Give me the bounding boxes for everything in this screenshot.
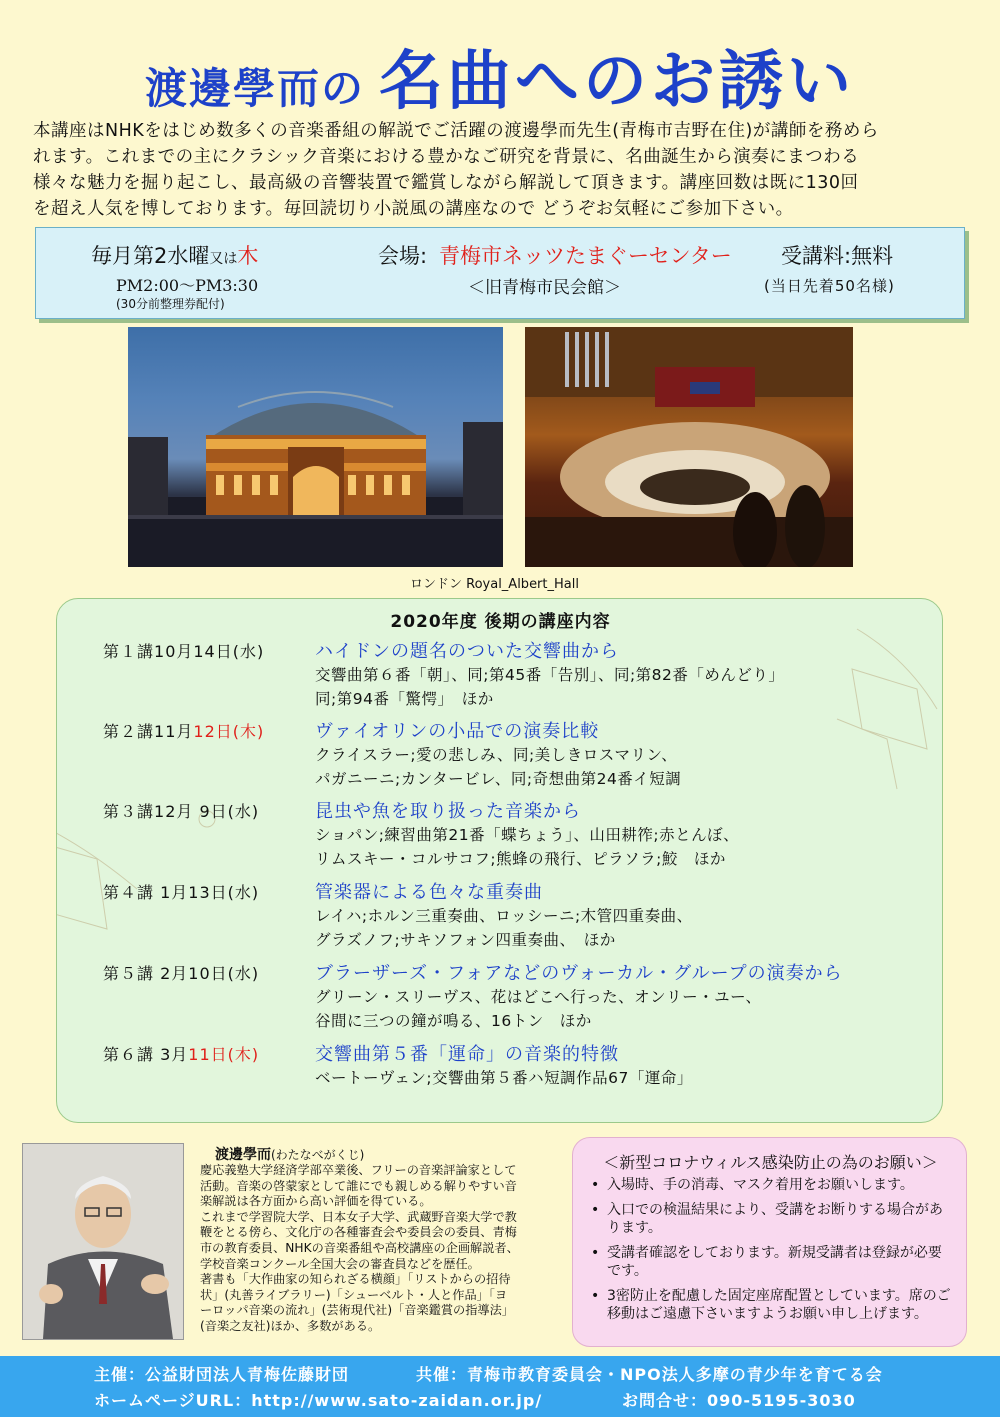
lecture-date — [103, 719, 264, 742]
lecture-date-text: 10月14日 — [154, 642, 233, 661]
lecture-date — [103, 799, 259, 822]
covid-notice — [572, 1137, 967, 1347]
lecture-title: 交響曲第５番「運命」の音楽的特徴 — [315, 1044, 619, 1065]
lecture-date-highlight: 12日(木) — [193, 722, 265, 741]
lecture-date-highlight: 11日(木) — [188, 1045, 260, 1064]
day-alt: 木 — [237, 244, 259, 268]
lecture-number: 第５講 — [103, 964, 155, 983]
day-or: 又は — [209, 251, 238, 267]
intro-line: れます。これまでの主にクラシック音楽における豊かなご研究を背景に、名曲誕生から演奏にまつわる — [33, 147, 860, 167]
lecturer-name-text: 渡邊學而 — [215, 1147, 271, 1163]
schedule-time: PM2:00～PM3:30 — [116, 276, 259, 295]
intro-line: 様々な魅力を掘り起こし、最高級の音響装置で鑑賞しながら解説して頂きます。講座回数は既に130回 — [33, 173, 859, 193]
lecture-date — [103, 961, 259, 984]
schedule-title: 2020年度 後期の講座内容 — [390, 612, 611, 632]
ticket-note: (30分前整理券配付) — [116, 297, 225, 311]
lecture-program-line: レイハ;ホルン三重奏曲、ロッシーニ;木管四重奏曲、 — [315, 907, 693, 925]
lecture-number: 第６講 — [103, 1045, 155, 1064]
lecture-date — [103, 1042, 259, 1065]
royal-albert-hall-exterior-photo — [128, 327, 503, 567]
venue-old-name: ＜旧青梅市民会館＞ — [468, 278, 621, 298]
lecture-program-line: クライスラー;愛の悲しみ、同;美しきロスマリン、 — [315, 746, 678, 764]
lecture-title: ハイドンの題名のついた交響曲から — [315, 641, 619, 662]
bio-line: 市の教育委員、NHKの音楽番組や高校講座の企画解説者、 — [200, 1240, 519, 1255]
lecture-weekday: (水) — [232, 642, 265, 661]
lecture-date-text: 1月13日 — [154, 883, 228, 902]
schedule-panel — [56, 598, 943, 1123]
photo-caption: ロンドン Royal_Albert_Hall — [410, 577, 579, 592]
title-main: 名曲へのお誘い — [379, 45, 855, 119]
lecturer-photo — [22, 1143, 184, 1340]
lecture-program-line: 谷間に三つの鐘が鳴る、16トン ほか — [315, 1012, 592, 1030]
schedule-day — [91, 240, 258, 270]
lecture-number: 第４講 — [103, 883, 155, 902]
lecturer-name — [215, 1144, 364, 1164]
lecture-number: 第１講 — [103, 642, 155, 661]
bio-line: ーロッパ音楽の流れ」(芸術現代社)「音楽鑑賞の指導法」 — [200, 1303, 514, 1318]
intro-paragraph — [33, 118, 973, 222]
covid-item: • 入口での検温結果により、受講をお断りする場合があります。 — [589, 1201, 954, 1237]
covid-item: • 3密防止を配慮した固定座席配置としています。席のご移動はご遠慮下さいますようお願い申し上げます。 — [589, 1287, 954, 1323]
venue-name: 青梅市ネッツたまぐーセンター — [439, 244, 732, 268]
royal-albert-hall-interior-photo — [525, 327, 853, 567]
bio-line: 著書も「大作曲家の知られざる横顔」「リストからの招待 — [200, 1272, 511, 1287]
lecture-program-line: 交響曲第６番「朝」、同;第45番「告別」、同;第82番「めんどり」 — [315, 666, 785, 684]
lecture-title: ブラーザーズ・フォアなどのヴォーカル・グループの演奏から — [315, 963, 843, 984]
bio-line: 学校音楽コンクール全国大会の審査員などを歴任。 — [200, 1256, 480, 1271]
venue-label: 会場: — [378, 244, 428, 268]
lecture-date-text: 12月 9日 — [154, 802, 228, 821]
title-prefix: 渡邊學而の — [144, 64, 365, 113]
covid-title: ＜新型コロナウィルス感染防止の為のお願い＞ — [603, 1153, 938, 1172]
lecture-program-line: パガニーニ;カンタービレ、同;奇想曲第24番イ短調 — [315, 770, 682, 788]
footer-cohost: 共催：青梅市教育委員会・NPO法人多摩の青少年を育てる会 — [416, 1365, 883, 1384]
lecture-number: 第２講 — [103, 722, 155, 741]
lecture-number: 第３講 — [103, 802, 155, 821]
lecture-title: 管楽器による色々な重奏曲 — [315, 882, 543, 903]
bio-line: (音楽之友社)ほか、多数がある。 — [200, 1318, 381, 1333]
lecture-program-line: リムスキー・コルサコフ;熊蜂の飛行、ピラソラ;鮫 ほか — [315, 850, 726, 868]
bio-line: これまで学習院大学、日本女子大学、武蔵野音楽大学で教 — [200, 1209, 517, 1224]
lecture-program-line: グリーン・スリーヴス、花はどこへ行った、オンリー・ユー、 — [315, 988, 762, 1006]
lecture-date-text: 11月 — [154, 722, 194, 741]
intro-line: 本講座はNHKをはじめ数多くの音楽番組の解説でご活躍の渡邊學而先生(青梅市吉野在住)が講師を務めら — [33, 121, 879, 141]
bio-line: 活動。音楽の啓蒙家として誰にでも親しめる解りやすい音 — [200, 1178, 517, 1193]
lecture-program-line: ショパン;練習曲第21番「蝶ちょう」、山田耕筰;赤とんぼ、 — [315, 826, 740, 844]
lecture-program-line: ベートーヴェン;交響曲第５番ハ短調作品67「運命」 — [315, 1069, 693, 1087]
fee: 受講料:無料 — [781, 244, 894, 268]
lecturer-bio — [200, 1163, 555, 1335]
covid-item: • 受講者確認をしております。新規受講者は登録が必要です。 — [589, 1244, 954, 1280]
footer-host: 主催：公益財団法人青梅佐藤財団 — [94, 1365, 350, 1384]
lecture-program-line: 同;第94番「驚愕」 ほか — [315, 690, 494, 708]
info-box — [35, 227, 965, 319]
lecture-date — [103, 639, 264, 662]
day-main: 毎月第2水曜 — [91, 244, 210, 268]
footer-contact: お問合せ：090-5195-3030 — [622, 1391, 856, 1410]
lecture-weekday: (水) — [227, 964, 260, 983]
lecturer-name-reading: (わたなべがくじ) — [271, 1148, 365, 1162]
page-title — [0, 30, 1000, 122]
bio-line: 楽解説は各方面から高い評価を得ている。 — [200, 1194, 432, 1209]
fee-note: (当日先着50名様) — [764, 277, 895, 295]
bio-line: 状」(丸善ライブラリー)「シューベルト・人と作品」「ヨ — [200, 1287, 508, 1302]
footer — [0, 1356, 1000, 1417]
lecture-date-text: 3月 — [154, 1045, 189, 1064]
lecture-weekday: (水) — [227, 802, 260, 821]
lecture-program-line: グラズノフ;サキソフォン四重奏曲、 ほか — [315, 931, 616, 949]
covid-item: • 入場時、手の消毒、マスク着用をお願いします。 — [589, 1176, 954, 1194]
lecture-title: 昆虫や魚を取り扱った音楽から — [315, 801, 581, 822]
lecture-date-text: 2月10日 — [154, 964, 228, 983]
lecture-weekday: (水) — [227, 883, 260, 902]
lecture-date — [103, 880, 259, 903]
footer-homepage-link[interactable]: ホームページURL：http://www.sato-zaidan.or.jp/ — [94, 1391, 543, 1410]
bio-line: 鞭をとる傍ら、文化庁の各種審査会や委員会の委員、青梅 — [200, 1225, 517, 1240]
lecture-title: ヴァイオリンの小品での演奏比較 — [315, 721, 600, 742]
covid-list — [589, 1176, 954, 1330]
bio-line: 慶応義塾大学経済学部卒業後、フリーの音楽評論家として — [200, 1163, 517, 1177]
intro-line: を超え人気を博しております。毎回読切り小説風の講座なので どうぞお気軽にご参加下さい。 — [33, 199, 794, 219]
